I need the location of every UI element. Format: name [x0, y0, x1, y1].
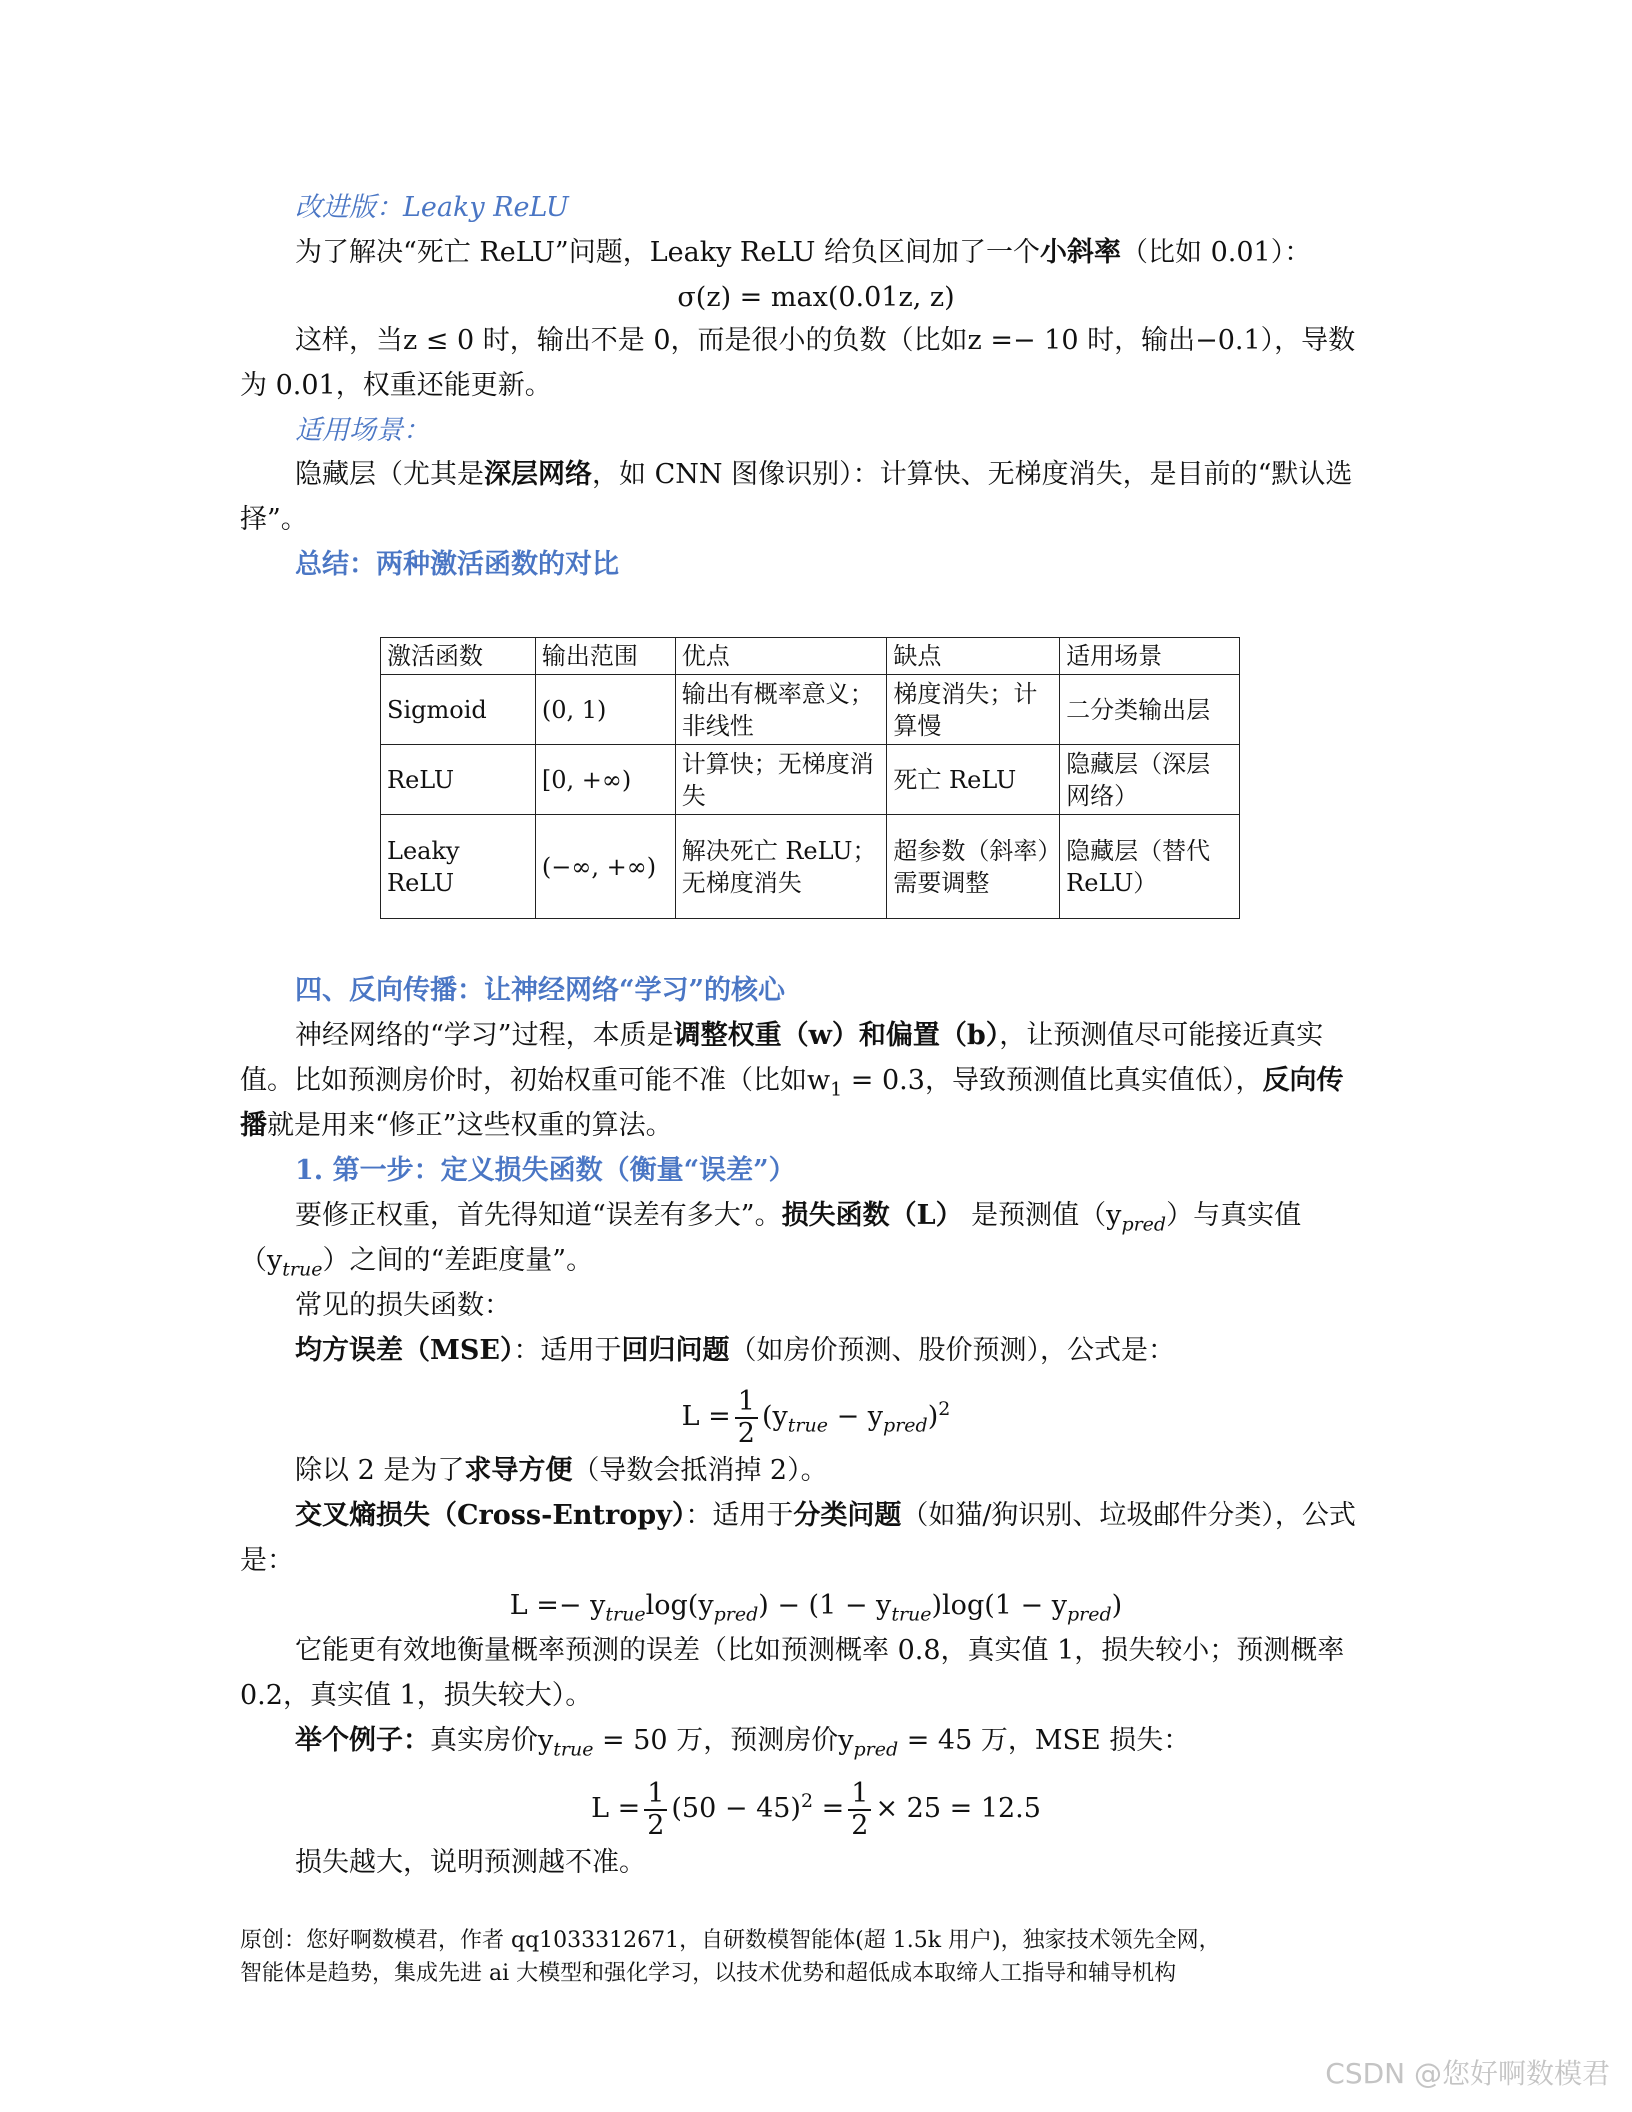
table-cell: 梯度消失；计算慢 — [887, 675, 1060, 745]
leaky-relu-heading: 改进版：Leaky ReLU — [295, 192, 569, 223]
equation-cross-entropy: $L =- y_{true}\log(y_{pred}) - (1 - y_{true})\log(1 - y_{pred})$ — [509, 1590, 1123, 1626]
table-cell: Leaky ReLU — [381, 815, 536, 919]
table-cell: (−∞, +∞) — [535, 815, 675, 919]
table-header-cell: 激活函数 — [381, 638, 536, 675]
paragraph-loss-line2: $(y_{true})$之间的“差距度量”。 — [240, 1245, 594, 1281]
summary-heading: 总结：两种激活函数的对比 — [295, 549, 619, 580]
table-cell: (0, 1) — [535, 675, 675, 745]
table-cell: ReLU — [381, 745, 536, 815]
paragraph-cross-entropy-line1: 交叉熵损失（Cross-Entropy）：适用于分类问题（如猫/狗识别、垃圾邮件分类），公式 — [295, 1500, 1356, 1531]
table-row — [381, 675, 1240, 745]
paragraph-leaky-behavior-line2: 为 0.01，权重还能更新。 — [240, 370, 552, 401]
table-cell: 计算快；无梯度消失 — [675, 745, 887, 815]
table-cell: 死亡 ReLU — [887, 745, 1060, 815]
paragraph-cross-entropy-line2: 是： — [240, 1545, 294, 1576]
paragraph-scene-line1: 隐藏层（尤其是深层网络，如 CNN 图像识别）：计算快、无梯度消失，是目前的“默认选 — [295, 459, 1353, 490]
equation-leaky-relu: σ(z) = max(0.01z, z) — [677, 282, 955, 313]
paragraph-ce-explain-line1: 它能更有效地衡量概率预测的误差（比如预测概率 0.8，真实值 1，损失较小；预测概率 — [295, 1635, 1345, 1666]
fraction: $\frac{1}{2}$ — [848, 1779, 871, 1841]
equation-example: L = $\frac{1}{2}$ $(50 - 45)^2$ = $\frac{1}{2}$ × 25 = 12.5 — [591, 1777, 1041, 1841]
section4-heading: 四、反向传播：让神经网络“学习”的核心 — [295, 975, 786, 1006]
table-header-row — [381, 638, 1240, 675]
table-cell: 超参数（斜率）需要调整 — [887, 815, 1060, 919]
table-header-cell: 优点 — [675, 638, 887, 675]
table-header-cell: 适用场景 — [1060, 638, 1240, 675]
paragraph-mse: 均方误差（MSE）：适用于回归问题（如房价预测、股价预测），公式是： — [295, 1335, 1175, 1366]
table-header-cell: 输出范围 — [535, 638, 675, 675]
table-row — [381, 745, 1240, 815]
activation-comparison-table — [380, 637, 1240, 919]
table-cell: 二分类输出层 — [1060, 675, 1240, 745]
paragraph-conclusion: 损失越大，说明预测越不准。 — [295, 1847, 646, 1878]
paragraph-example: 举个例子：真实房价$y_{true} = 50$ 万，预测房价$y_{pred} = 45$ 万，MSE 损失： — [295, 1725, 1191, 1761]
footer-line2: 智能体是趋势，集成先进 ai 大模型和强化学习，以技术优势和超低成本取缔人工指导和辅导机构 — [240, 1961, 1177, 1986]
paragraph-leaky-behavior-line1: 这样，当z ≤ 0 时，输出不是 0，而是很小的负数（比如z =− 10 时，输出−0.1），导数 — [295, 325, 1356, 356]
paragraph-backprop-line3: 播就是用来“修正”这些权重的算法。 — [240, 1110, 673, 1141]
step1-heading: 1. 第一步：定义损失函数（衡量“误差”） — [295, 1155, 796, 1186]
table-cell: 解决死亡 ReLU；无梯度消失 — [675, 815, 887, 919]
paragraph-loss-line1: 要修正权重，首先得知道“误差有多大”。损失函数（L） 是预测值$(y_{pred})$与真实值 — [295, 1200, 1302, 1236]
paragraph-backprop-line1: 神经网络的“学习”过程，本质是调整权重（w）和偏置（b），让预测值尽可能接近真实 — [295, 1020, 1324, 1051]
equation-mse: L = $\frac{1}{2}$ $(y_{true} - y_{pred})^2$ — [681, 1385, 951, 1449]
table-row — [381, 815, 1240, 919]
table-cell: 隐藏层（深层网络） — [1060, 745, 1240, 815]
table-header-cell: 缺点 — [887, 638, 1060, 675]
footer-line1: 原创：您好啊数模君，作者 qq1033312671，自研数模智能体(超 1.5k 用户)，独家技术领先全网， — [240, 1928, 1221, 1953]
paragraph-backprop-line2: 值。比如预测房价时，初始权重可能不准（比如$w_1 = 0.3$，导致预测值比真实值低），反向传 — [240, 1065, 1344, 1101]
paragraph-scene-line2: 择”。 — [240, 504, 308, 535]
table-cell: 输出有概率意义；非线性 — [675, 675, 887, 745]
csdn-watermark: CSDN @您好啊数模君 — [1325, 2057, 1610, 2090]
table-cell: [0, +∞) — [535, 745, 675, 815]
table-cell: Sigmoid — [381, 675, 536, 745]
scene-heading: 适用场景： — [295, 415, 430, 446]
paragraph-common-losses: 常见的损失函数： — [295, 1290, 511, 1321]
paragraph-divide-by-two: 除以 2 是为了求导方便（导数会抵消掉 2）。 — [295, 1455, 828, 1486]
table-cell: 隐藏层（替代ReLU） — [1060, 815, 1240, 919]
fraction: $\frac{1}{2}$ — [735, 1387, 758, 1449]
fraction: $\frac{1}{2}$ — [644, 1779, 667, 1841]
paragraph-leaky-intro: 为了解决“死亡 ReLU”问题，Leaky ReLU 给负区间加了一个小斜率（比如 0.01）： — [295, 237, 1312, 268]
paragraph-ce-explain-line2: 0.2，真实值 1，损失较大）。 — [240, 1680, 593, 1711]
